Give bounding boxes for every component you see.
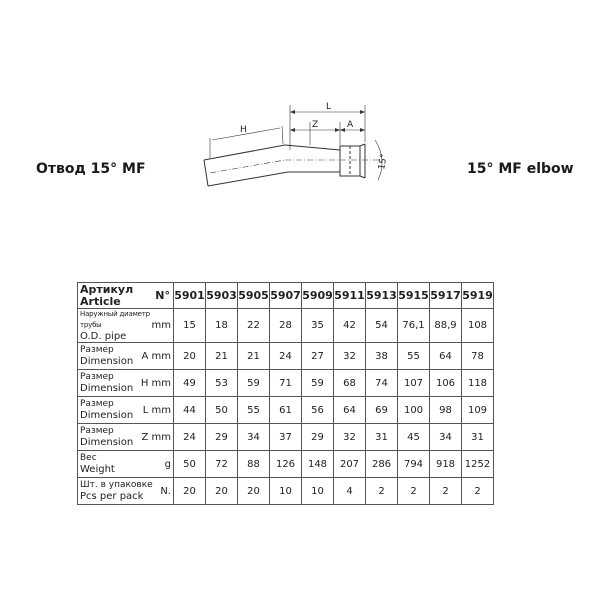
value-cell: 1252 <box>462 451 494 478</box>
row-dimension-a <box>78 343 494 370</box>
value-cell: 10 <box>302 478 334 505</box>
value-cell: 38 <box>366 343 398 370</box>
value-cell: 37 <box>270 424 302 451</box>
article-header: 5905 <box>238 283 270 309</box>
value-cell: 2 <box>462 478 494 505</box>
article-header: 5901 <box>174 283 206 309</box>
title-english: 15° MF elbow <box>467 161 574 177</box>
parameter-label-en: Pcs per pack <box>80 491 144 502</box>
parameter-label-ru: Размер <box>80 426 114 436</box>
article-header: 5913 <box>366 283 398 309</box>
value-cell: 64 <box>334 397 366 424</box>
title-russian: Отвод 15° MF <box>36 161 146 177</box>
value-cell: 20 <box>174 343 206 370</box>
parameter-unit: Z mm <box>141 431 171 443</box>
parameter-cell <box>78 343 174 370</box>
value-cell: 72 <box>206 451 238 478</box>
row-weight <box>78 451 494 478</box>
parameter-unit: g <box>164 458 171 470</box>
value-cell: 126 <box>270 451 302 478</box>
parameter-label-ru: Наружный диаметр трубы <box>80 310 150 329</box>
value-cell: 148 <box>302 451 334 478</box>
parameter-unit: N. <box>160 485 171 497</box>
value-cell: 21 <box>206 343 238 370</box>
value-cell: 32 <box>334 424 366 451</box>
parameter-unit: H mm <box>140 377 171 389</box>
value-cell: 20 <box>238 478 270 505</box>
elbow-drawing <box>190 100 410 230</box>
value-cell: 15 <box>174 309 206 343</box>
value-cell: 44 <box>174 397 206 424</box>
spec-table <box>77 282 494 505</box>
parameter-label-en: Weight <box>80 464 115 475</box>
label-A: A <box>347 120 354 130</box>
value-cell: 61 <box>270 397 302 424</box>
parameter-cell <box>78 309 174 343</box>
parameter-cell <box>78 478 174 505</box>
value-cell: 31 <box>366 424 398 451</box>
parameter-label-ru: Размер <box>80 399 114 409</box>
value-cell: 28 <box>270 309 302 343</box>
value-cell: 45 <box>398 424 430 451</box>
parameter-label-en: Dimension <box>80 356 134 367</box>
parameter-label-ru: Размер <box>80 372 114 382</box>
value-cell: 42 <box>334 309 366 343</box>
value-cell: 109 <box>462 397 494 424</box>
value-cell: 286 <box>366 451 398 478</box>
value-cell: 2 <box>430 478 462 505</box>
value-cell: 98 <box>430 397 462 424</box>
value-cell: 59 <box>238 370 270 397</box>
value-cell: 20 <box>174 478 206 505</box>
parameter-label-en: Dimension <box>80 383 134 394</box>
value-cell: 74 <box>366 370 398 397</box>
value-cell: 71 <box>270 370 302 397</box>
value-cell: 68 <box>334 370 366 397</box>
parameter-cell <box>78 397 174 424</box>
value-cell: 88,9 <box>430 309 462 343</box>
value-cell: 29 <box>302 424 334 451</box>
value-cell: 24 <box>174 424 206 451</box>
value-cell: 4 <box>334 478 366 505</box>
table-header-row <box>78 283 494 309</box>
header-label-ru: Артикул <box>80 282 134 296</box>
parameter-label-en: O.D. pipe <box>80 331 127 342</box>
value-cell: 50 <box>174 451 206 478</box>
row-pcs-per-pack <box>78 478 494 505</box>
value-cell: 78 <box>462 343 494 370</box>
value-cell: 49 <box>174 370 206 397</box>
value-cell: 32 <box>334 343 366 370</box>
parameter-unit: mm <box>151 320 171 331</box>
value-cell: 24 <box>270 343 302 370</box>
value-cell: 29 <box>206 424 238 451</box>
row-dimension-z <box>78 424 494 451</box>
value-cell: 2 <box>366 478 398 505</box>
value-cell: 54 <box>366 309 398 343</box>
parameter-label-ru: Размер <box>80 345 114 355</box>
parameter-unit: L mm <box>142 404 171 416</box>
value-cell: 108 <box>462 309 494 343</box>
parameter-label-ru: Вес <box>80 453 97 463</box>
parameter-unit: A mm <box>141 350 171 362</box>
value-cell: 10 <box>270 478 302 505</box>
value-cell: 22 <box>238 309 270 343</box>
value-cell: 794 <box>398 451 430 478</box>
value-cell: 55 <box>238 397 270 424</box>
article-header: 5915 <box>398 283 430 309</box>
value-cell: 100 <box>398 397 430 424</box>
value-cell: 21 <box>238 343 270 370</box>
value-cell: 118 <box>462 370 494 397</box>
value-cell: 31 <box>462 424 494 451</box>
value-cell: 34 <box>430 424 462 451</box>
value-cell: 34 <box>238 424 270 451</box>
value-cell: 35 <box>302 309 334 343</box>
parameter-cell <box>78 451 174 478</box>
article-header: 5919 <box>462 283 494 309</box>
value-cell: 53 <box>206 370 238 397</box>
header-unit: N° <box>155 289 170 302</box>
parameter-label-ru: Шт. в упаковке <box>80 480 153 490</box>
parameter-label-en: Dimension <box>80 410 134 421</box>
article-header: 5903 <box>206 283 238 309</box>
value-cell: 106 <box>430 370 462 397</box>
article-header: 5917 <box>430 283 462 309</box>
parameter-cell <box>78 424 174 451</box>
parameter-label-en: Dimension <box>80 437 134 448</box>
label-H: H <box>240 125 247 135</box>
header-label-cell <box>78 283 174 309</box>
value-cell: 55 <box>398 343 430 370</box>
value-cell: 2 <box>398 478 430 505</box>
row-dimension-h <box>78 370 494 397</box>
pipe-upper-edge-left <box>204 145 285 160</box>
article-header: 5911 <box>334 283 366 309</box>
value-cell: 18 <box>206 309 238 343</box>
value-cell: 56 <box>302 397 334 424</box>
value-cell: 76,1 <box>398 309 430 343</box>
article-header: 5909 <box>302 283 334 309</box>
value-cell: 59 <box>302 370 334 397</box>
value-cell: 918 <box>430 451 462 478</box>
header-label-en: Article <box>80 294 121 308</box>
value-cell: 207 <box>334 451 366 478</box>
value-cell: 27 <box>302 343 334 370</box>
article-header: 5907 <box>270 283 302 309</box>
label-L: L <box>326 102 332 112</box>
value-cell: 107 <box>398 370 430 397</box>
pipe-lower-edge-left <box>208 172 288 186</box>
value-cell: 69 <box>366 397 398 424</box>
label-angle: 15° <box>377 153 390 171</box>
row-od-pipe <box>78 309 494 343</box>
value-cell: 20 <box>206 478 238 505</box>
value-cell: 50 <box>206 397 238 424</box>
parameter-cell <box>78 370 174 397</box>
label-Z: Z <box>312 120 319 130</box>
value-cell: 64 <box>430 343 462 370</box>
row-dimension-l <box>78 397 494 424</box>
value-cell: 88 <box>238 451 270 478</box>
